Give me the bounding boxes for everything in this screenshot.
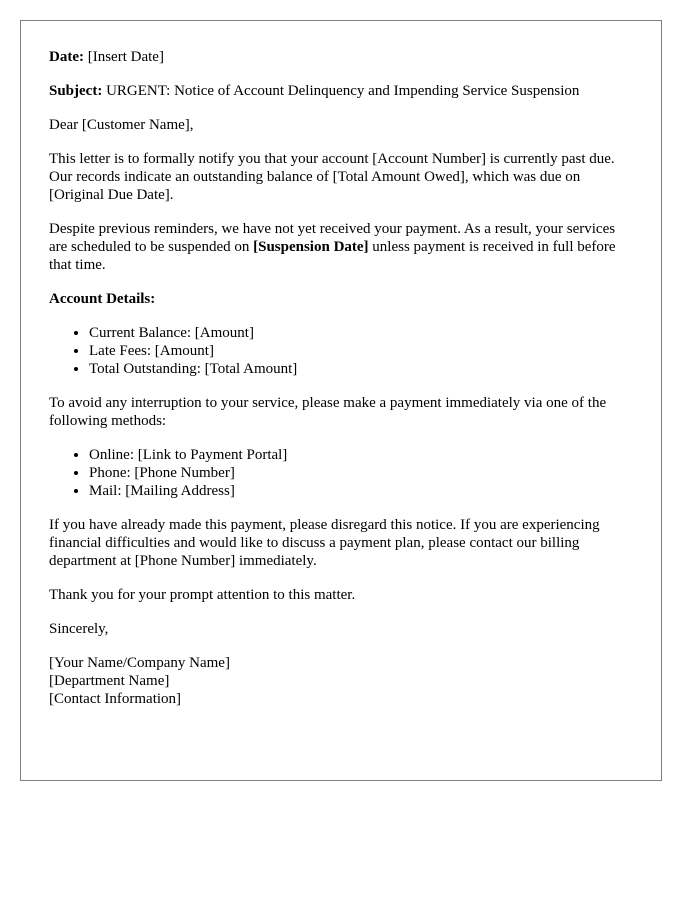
signature-department: [Department Name] xyxy=(49,673,170,689)
subject-label: Subject: xyxy=(49,83,103,99)
suspension-text-before: Despite previous reminders, we have not yet received your payment. As a result, your services are scheduled to be suspended on xyxy=(49,221,616,255)
signature-name: [Your Name/Company Name] xyxy=(49,655,230,671)
subject-value: URGENT: Notice of Account Delinquency and Impending Service Suspension xyxy=(106,83,580,99)
suspension-date: [Suspension Date] xyxy=(253,239,369,255)
payment-methods-list xyxy=(49,446,633,500)
list-item: • Online: [Link to Payment Portal] xyxy=(89,446,633,464)
date-line xyxy=(49,48,633,66)
salutation: Dear [Customer Name], xyxy=(49,117,194,133)
list-item: • Phone: [Phone Number] xyxy=(89,464,633,482)
signature-block xyxy=(49,654,633,708)
paragraph-notice: This letter is to formally notify you that your account [Account Number] is currently past due. Our records indicate an outstanding balance of [Total Amount Owed], which was due on [Original Due Date]. xyxy=(49,151,615,203)
paragraph-disregard: If you have already made this payment, please disregard this notice. If you are experiencing financial difficulties and would like to discuss a payment plan, please contact our billing department at [Phone Number] immediately. xyxy=(49,517,600,569)
suspension-text-after: unless payment is received in full before that time. xyxy=(49,239,616,273)
list-item: • Late Fees: [Amount] xyxy=(89,342,633,360)
account-details-list xyxy=(49,324,633,378)
closing: Sincerely, xyxy=(49,621,109,637)
paragraph-suspension xyxy=(49,220,633,274)
paragraph-payment-instructions: To avoid any interruption to your service, please make a payment immediately via one of the following methods: xyxy=(49,395,607,429)
date-label: Date: xyxy=(49,49,84,65)
signature-contact: [Contact Information] xyxy=(49,691,182,707)
letter xyxy=(20,20,662,781)
subject-line xyxy=(49,82,633,100)
list-item: • Mail: [Mailing Address] xyxy=(89,482,633,500)
paragraph-thanks: Thank you for your prompt attention to this matter. xyxy=(49,587,356,603)
date-value: [Insert Date] xyxy=(87,49,164,65)
list-item: • Total Outstanding: [Total Amount] xyxy=(89,360,633,378)
list-item: • Current Balance: [Amount] xyxy=(89,324,633,342)
account-details-heading: Account Details: xyxy=(49,291,156,307)
